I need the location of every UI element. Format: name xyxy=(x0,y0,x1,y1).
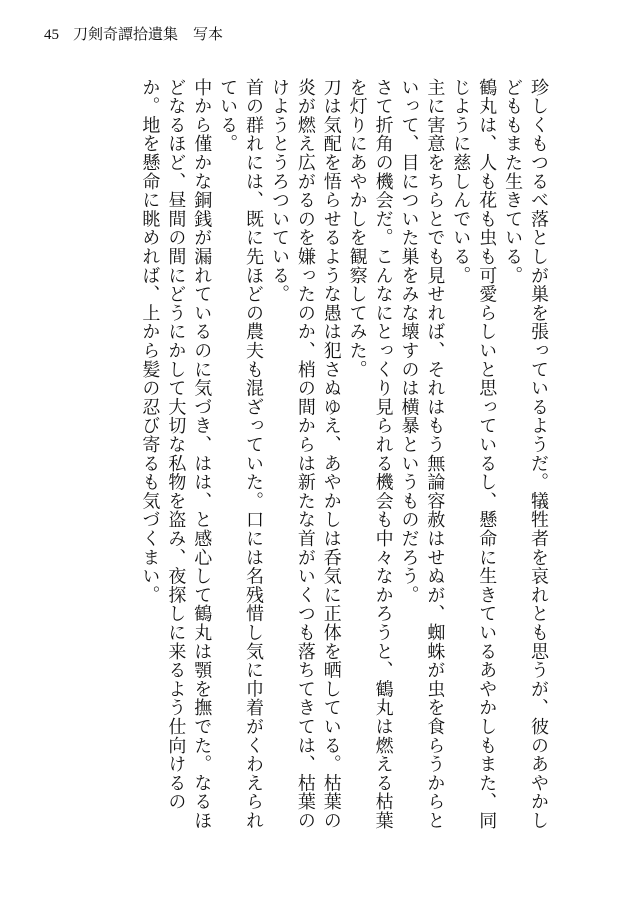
paragraph-6: 首の群れには、既に先ほどの農夫も混ざっていた。口には名残惜し気に巾着がくわえられている。 xyxy=(217,78,265,830)
paragraph-1: 珍しくもつるべ落としが巣を張っているようだ。犠牲者を哀れとも思うが、彼のあやかしどももまた生きている。 xyxy=(502,78,549,830)
paragraph-7: 中から僅かな銅銭が漏れているのに気づき、はは、と感心して鶴丸は顎を撫でた。なるほどなるほど、昼間の間にどうにかして大切な私物を盗み、夜探しに来るよう仕向けるのか。地を懸命に眺めれば、上から髪の忍び寄るも気づくまい。 xyxy=(139,78,213,830)
paragraph-3: 主に害意をちらとでも見せれば、それはもう無論容赦はせぬが、蜘蛛が虫を食らうからといって、目についた巣をみな壊すのは横暴というものだろう。 xyxy=(398,78,446,830)
paragraph-2: 鶴丸は、人も花も虫も可愛らしいと思っているし、懸命に生きているあやかしもまた、同じように慈しんでいる。 xyxy=(450,78,498,830)
vertical-body-text xyxy=(81,78,551,838)
paragraph-5: 刀は気配を悟らせるような愚は犯さぬゆえ、あやかしは呑気に正体を晒している。枯葉の炎が燃え広がるのを嫌ったのか、梢の間からは新たな首がいくつも落ちてきては、枯葉のけようとうろついている。 xyxy=(268,78,342,830)
page-number: 45 xyxy=(44,27,59,43)
paragraph-4: さて折角の機会だ。こんなにとっくり見られる機会も中々なかろうと、鶴丸は燃える枯葉を灯りにあやかしを観察してみた。 xyxy=(346,78,394,830)
page-header xyxy=(44,24,223,45)
book-title: 刀剣奇譚拾遺集 写本 xyxy=(73,25,224,43)
